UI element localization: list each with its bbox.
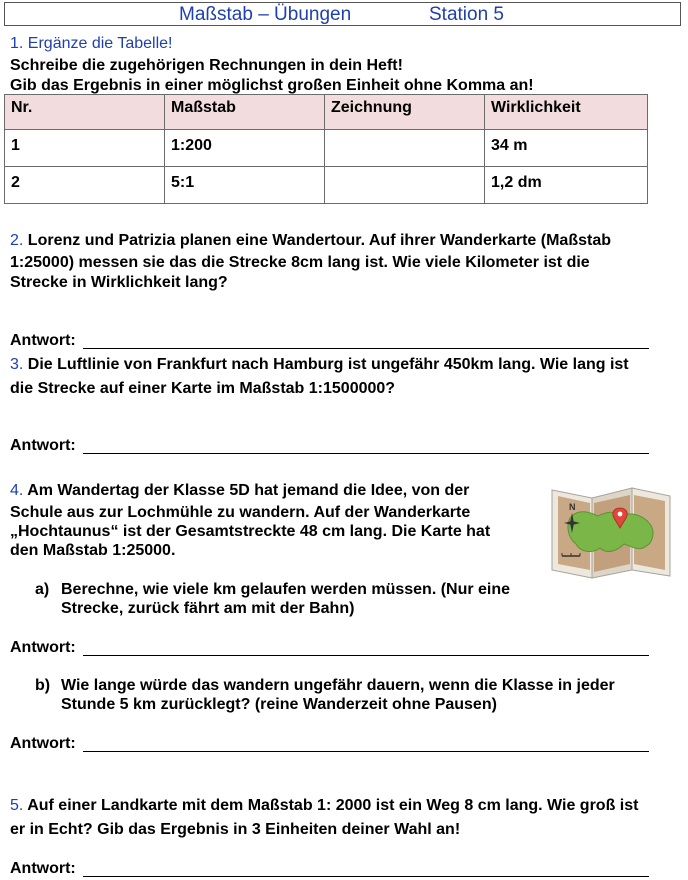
task4b-line-2: Stunde 5 km zurücklegt? (reine Wanderzeit ohne Pausen) [61, 696, 497, 713]
task4-line-3: „Hochtaunus“ ist der Gesamtstreckte 48 cm lang. Die Karte hat [10, 523, 491, 540]
worksheet-title: Maßstab – Übungen [179, 4, 352, 25]
task3-line-2: die Strecke auf einer Karte im Maßstab 1:1500000? [10, 380, 396, 397]
worksheet-header [4, 2, 681, 26]
scale-table [4, 94, 648, 204]
table-row [5, 130, 648, 167]
task4-line-2: Schule aus zur Lochmühle zu wandern. Auf der Wanderkarte [10, 504, 471, 521]
task1-title: 1. Ergänze die Tabelle! [10, 35, 173, 52]
task3-text: Die Luftlinie von Frankfurt nach Hamburg ist ungefähr 450km lang. Wie lang ist [27, 356, 629, 373]
table-cell: 1,2 dm [485, 167, 648, 204]
task2-line-1 [10, 232, 611, 250]
task5-text: Auf einer Landkarte mit dem Maßstab 1: 2000 ist ein Weg 8 cm lang. Wie groß ist [27, 797, 639, 814]
task1-instruction-1: Schreibe die zugehörigen Rechnungen in dein Heft! [10, 57, 403, 74]
table-header-cell: Zeichnung [325, 95, 485, 130]
task4a-line-2: Strecke, zurück fährt am mit der Bahn) [61, 600, 355, 617]
table-row [5, 167, 648, 204]
task5-number: 5. [10, 797, 24, 814]
table-header-cell: Wirklichkeit [485, 95, 648, 130]
task4b-line-1: Wie lange würde das wandern ungefähr dauern, wenn die Klasse in jeder [61, 677, 615, 694]
table-cell-input[interactable] [325, 167, 485, 204]
table-cell: 2 [5, 167, 165, 204]
station-label: Station 5 [429, 4, 504, 25]
task3-answer-line[interactable] [83, 452, 649, 454]
task4-line-4: den Maßstab 1:25000. [10, 542, 176, 559]
task2-line-3: Strecke in Wirklichkeit lang? [10, 274, 228, 291]
task5-answer-label: Antwort: [10, 860, 76, 877]
task5-answer-line[interactable] [83, 875, 649, 877]
table-header-cell: Nr. [5, 95, 165, 130]
task5-line-1 [10, 797, 638, 815]
table-cell: 34 m [485, 130, 648, 167]
task3-number: 3. [10, 356, 24, 373]
table-cell: 1:200 [165, 130, 325, 167]
task1-instruction-2: Gib das Ergebnis in einer möglichst großen Einheit ohne Komma an! [10, 77, 534, 94]
task4a-answer-label: Antwort: [10, 639, 76, 656]
task4b-answer-label: Antwort: [10, 735, 76, 752]
task4-line-1 [10, 482, 469, 500]
task4-text: Am Wandertag der Klasse 5D hat jemand die Idee, von der [27, 482, 470, 499]
task3-line-1 [10, 356, 629, 374]
table-cell-input[interactable] [325, 130, 485, 167]
table-header-row [5, 95, 648, 130]
task2-line-2: 1:25000) messen sie das die Strecke 8cm lang ist. Wie viele Kilometer ist die [10, 254, 590, 271]
task4-number: 4. [10, 482, 24, 499]
folded-map-icon [550, 486, 672, 580]
task2-answer-label: Antwort: [10, 332, 76, 349]
task4a-label: a) [35, 581, 50, 598]
task2-number: 2. [10, 232, 24, 249]
task5-line-2: er in Echt? Gib das Ergebnis in 3 Einheiten deiner Wahl an! [10, 821, 461, 838]
task2-text: Lorenz und Patrizia planen eine Wandertour. Auf ihrer Wanderkarte (Maßstab [27, 232, 611, 249]
task4b-label: b) [35, 677, 51, 694]
map-compass-letter: N [569, 502, 576, 512]
table-cell: 1 [5, 130, 165, 167]
table-cell: 5:1 [165, 167, 325, 204]
task4a-line-1: Berechne, wie viele km gelaufen werden müssen. (Nur eine [61, 581, 511, 598]
task4a-answer-line[interactable] [83, 654, 649, 656]
task3-answer-label: Antwort: [10, 437, 76, 454]
table-header-cell: Maßstab [165, 95, 325, 130]
task4b-answer-line[interactable] [83, 750, 649, 752]
task2-answer-line[interactable] [83, 347, 649, 349]
